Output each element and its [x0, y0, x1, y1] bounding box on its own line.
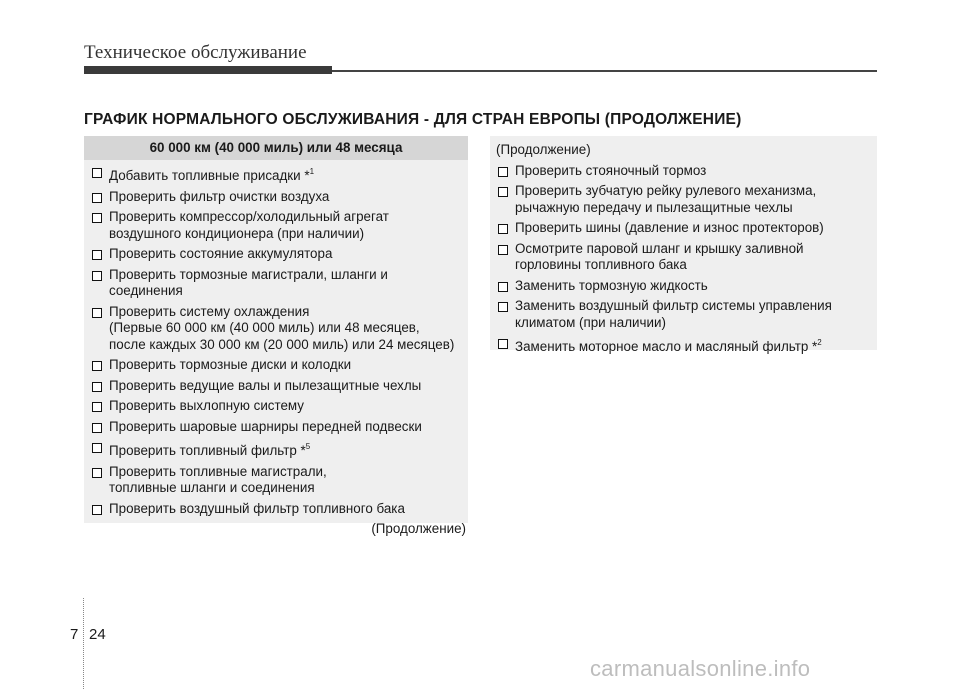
- checklist-item: [498, 220, 871, 237]
- checklist-item: [498, 183, 871, 216]
- page-margin-line: [83, 598, 84, 689]
- checklist-item: [92, 267, 462, 300]
- item-text: Проверить тормозные магистрали, шланги и соединения: [109, 266, 388, 298]
- checklist-item: [498, 278, 871, 295]
- checklist-item: [498, 241, 871, 274]
- checklist-item: [92, 439, 462, 460]
- item-text: Проверить шины (давление и износ протекторов): [515, 220, 824, 235]
- item-text: рычажную передачу и пылезащитные чехлы: [515, 199, 793, 215]
- item-text: Проверить тормозные диски и колодки: [109, 357, 352, 372]
- checkbox-icon: [92, 308, 102, 318]
- checkbox-icon: [498, 187, 508, 197]
- item-text: (Первые 60 000 км (40 000 миль) или 48 месяцев,: [109, 320, 420, 335]
- checkbox-icon: [92, 382, 102, 392]
- item-text: горловины топливного бака: [515, 257, 687, 272]
- checkbox-icon: [498, 282, 508, 292]
- checkbox-icon: [92, 193, 102, 203]
- checkbox-icon: [92, 505, 102, 515]
- checklist-item: [92, 246, 462, 263]
- item-text-main: Заменить моторное масло и масляный фильтр *: [515, 339, 818, 354]
- checklist-item: [92, 378, 462, 395]
- checkbox-icon: [92, 250, 102, 260]
- item-text: Заменить воздушный фильтр системы управления: [515, 298, 832, 313]
- item-text-main: Добавить топливные присадки *: [109, 168, 310, 183]
- item-text: Проверить стояночный тормоз: [515, 162, 707, 178]
- checkbox-icon: [92, 271, 102, 281]
- checkbox-icon: [92, 443, 102, 453]
- checklist-item: [498, 298, 871, 331]
- right-column: [490, 136, 877, 354]
- item-text: климатом (при наличии): [515, 314, 666, 330]
- checkbox-icon: [498, 339, 508, 349]
- item-text: [109, 439, 462, 460]
- footnote-marker: 2: [817, 338, 822, 347]
- item-text: [109, 164, 462, 185]
- item-text: [515, 335, 871, 356]
- right-item-list: [490, 163, 877, 356]
- checkbox-icon: [92, 468, 102, 478]
- checklist-item: [92, 398, 462, 415]
- item-text: Проверить топливные магистрали,: [109, 463, 327, 479]
- checklist-item: [92, 501, 462, 518]
- checkbox-icon: [92, 361, 102, 371]
- checkbox-icon: [498, 245, 508, 255]
- page-number: 24: [89, 626, 106, 643]
- checklist-item: [498, 335, 871, 356]
- item-text: Осмотрите паровой шланг и крышку заливной: [515, 240, 804, 256]
- checklist-item: [92, 357, 462, 374]
- checklist-item: [92, 189, 462, 206]
- header-rule-accent: [84, 66, 332, 74]
- item-text-main: Проверить топливный фильтр *: [109, 443, 306, 458]
- item-text: Проверить выхлопную систему: [109, 398, 304, 413]
- checklist-item: [92, 464, 462, 497]
- interval-heading: 60 000 км (40 000 миль) или 48 месяца: [84, 136, 468, 160]
- left-column: [84, 136, 468, 536]
- item-text: Проверить зубчатую рейку рулевого механизма,: [515, 183, 817, 198]
- item-text: воздушного кондиционера (при наличии): [109, 225, 365, 241]
- item-text: Проверить фильтр очистки воздуха: [109, 188, 330, 204]
- checkbox-icon: [92, 213, 102, 223]
- checkbox-icon: [498, 302, 508, 312]
- footnote-marker: 1: [309, 167, 315, 176]
- watermark: carmanualsonline.info: [590, 656, 811, 681]
- item-text: Проверить воздушный фильтр топливного бака: [109, 500, 405, 516]
- checkbox-icon: [92, 402, 102, 412]
- checklist-item: [92, 209, 462, 242]
- item-text: после каждых 30 000 км (20 000 миль) или 24 месяцев): [109, 336, 455, 352]
- item-text: Проверить систему охлаждения: [109, 303, 310, 319]
- checklist-item: [498, 163, 871, 180]
- continued-label: (Продолжение): [371, 521, 466, 536]
- item-text: Проверить ведущие валы и пылезащитные чехлы: [109, 377, 422, 393]
- checkbox-icon: [92, 423, 102, 433]
- footnote-marker: 5: [305, 442, 311, 451]
- left-item-list: [84, 160, 468, 517]
- checklist-item: [92, 419, 462, 436]
- checkbox-icon: [498, 167, 508, 177]
- item-text: Проверить компрессор/холодильный агрегат: [109, 209, 389, 224]
- checklist-item: [92, 164, 462, 185]
- chapter-number: 7: [70, 626, 79, 643]
- section-title: ГРАФИК НОРМАЛЬНОГО ОБСЛУЖИВАНИЯ - ДЛЯ СТРАН ЕВРОПЫ (ПРОДОЛЖЕНИЕ): [84, 111, 742, 128]
- item-text: Проверить шаровые шарниры передней подвески: [109, 418, 422, 434]
- checklist-item: [92, 304, 462, 354]
- item-text: Заменить тормозную жидкость: [515, 277, 708, 293]
- item-text: Проверить состояние аккумулятора: [109, 246, 333, 261]
- checkbox-icon: [498, 224, 508, 234]
- continued-heading: (Продолжение): [496, 142, 591, 157]
- item-text: топливные шланги и соединения: [109, 480, 315, 495]
- header-title: Техническое обслуживание: [84, 42, 307, 63]
- checkbox-icon: [92, 168, 102, 178]
